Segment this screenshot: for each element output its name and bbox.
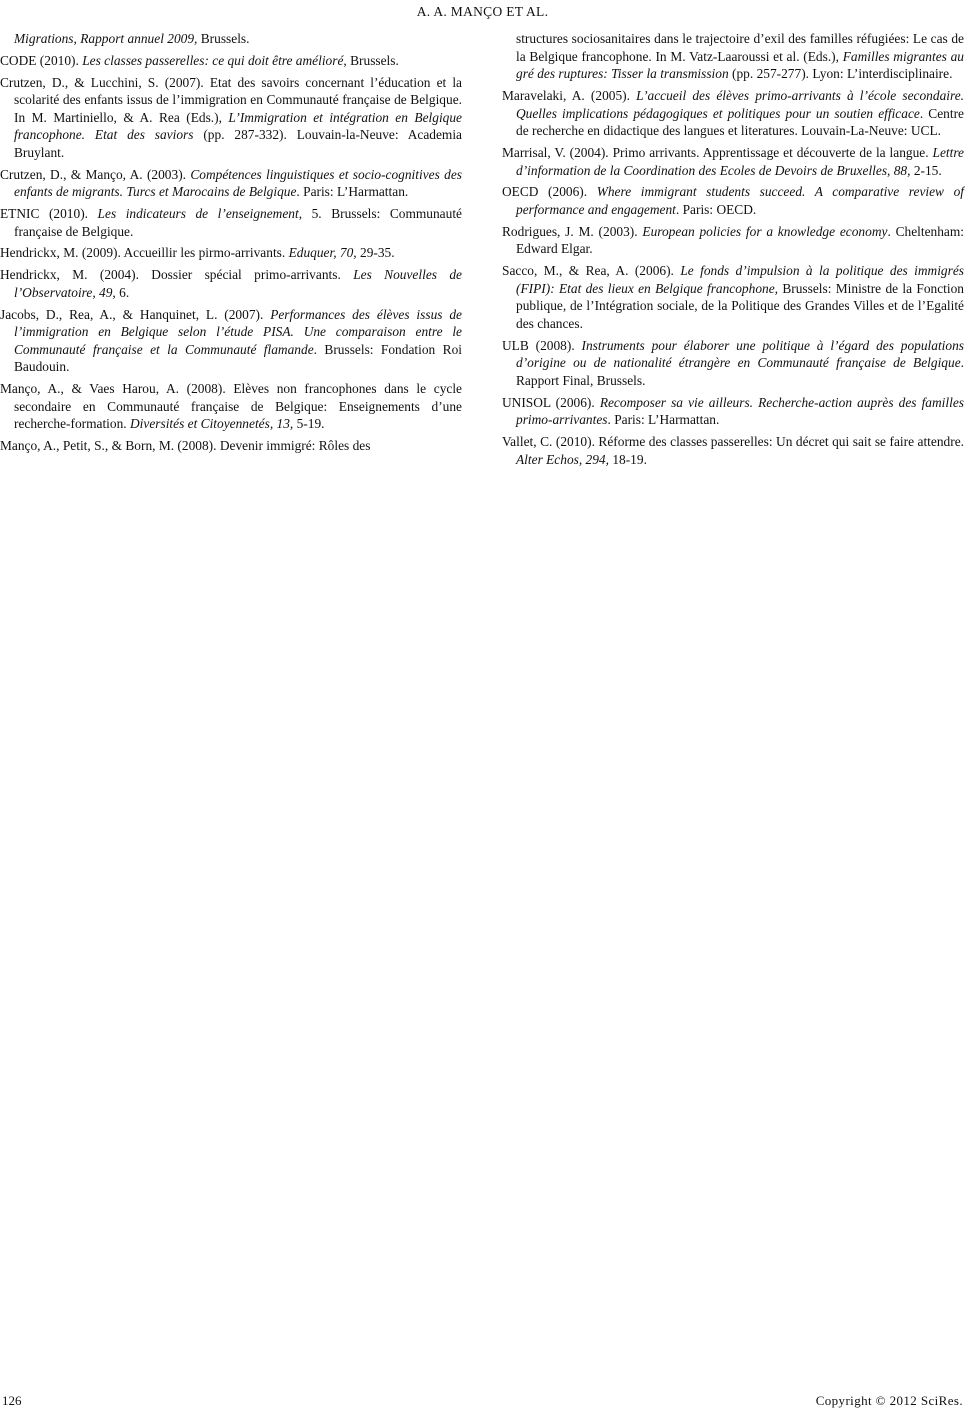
reference-entry — [0, 266, 462, 301]
reference-text: Crutzen, D., & Manço, A. (2003). — [0, 166, 191, 182]
reference-entry — [502, 87, 964, 140]
running-header: A. A. MANÇO ET AL. — [416, 4, 549, 19]
reference-entry — [0, 437, 462, 455]
reference-text: (pp. 287-332). Louvain-la-Neuve: Academia Bruylant. — [14, 127, 462, 160]
reference-entry — [0, 205, 462, 240]
reference-text: 6. — [115, 284, 130, 300]
reference-title-italic: Familles migrantes au gré des ruptures: Tisser la transmission — [516, 48, 964, 82]
reference-title-italic: Alter Echos, 294, — [516, 451, 609, 467]
reference-text: . Paris: L’Harmattan. — [296, 184, 409, 200]
reference-text: . Cheltenham: Edward Elgar. — [516, 223, 964, 257]
reference-title-italic: Diversités et Citoyennetés, 13, — [130, 416, 294, 432]
reference-title-italic: Performances des élèves issus de l’immigration en Belgique selon l’étude PISA. Une comparaison entre le Communauté française et la Communauté flamande — [14, 306, 462, 357]
reference-text: OECD (2006). — [502, 184, 597, 200]
references-left-column — [0, 30, 462, 459]
reference-text: Hendrickx, M. (2004). Dossier spécial primo-arrivants. — [0, 267, 354, 283]
reference-title-italic: Eduquer, 70, — [288, 245, 357, 261]
reference-text: Hendrickx, M. (2009). Accueillir les pirmo-arrivants. — [0, 245, 289, 261]
reference-text: Manço, A., Petit, S., & Born, M. (2008). Devenir immigré: Rôles des — [0, 438, 371, 454]
reference-text: . Rapport Final, Brussels. — [516, 355, 964, 388]
reference-title-italic: Les Nouvelles de l’Observatoire, 49, — [14, 267, 462, 300]
reference-entry — [502, 433, 964, 468]
reference-text: structures sociosanitaires dans le trajectoire d’exil des familles réfugiées: Le cas de la Belgique francophone. In M. Vatz-Laaroussi et al. (Eds.), — [516, 31, 964, 64]
reference-text: . Paris: OECD. — [675, 201, 757, 217]
reference-text: 18-19. — [608, 451, 647, 467]
reference-text: (pp. 257-277). Lyon: L’interdisciplinaire. — [728, 66, 953, 82]
reference-title-italic: Recomposer sa vie ailleurs. Recherche-action auprès des familles primo-arrivantes — [516, 394, 964, 428]
reference-text: Rodrigues, J. M. (2003). — [502, 223, 643, 239]
reference-title-italic: Compétences linguistiques et socio-cognitives des enfants de migrants. Turcs et Marocains de Belgique — [14, 166, 462, 200]
reference-entry — [0, 244, 462, 262]
reference-entry — [0, 30, 462, 48]
reference-text: , — [73, 31, 81, 46]
reference-text: Jacobs, D., Rea, A., & Hanquinet, L. (2007). — [0, 306, 271, 322]
reference-text: Brussels. — [197, 31, 250, 46]
reference-entry — [502, 262, 964, 332]
reference-title-italic: Migrations — [14, 31, 74, 46]
reference-entry — [0, 166, 462, 201]
reference-entry — [0, 74, 462, 162]
reference-text: 2-15. — [910, 162, 942, 178]
reference-title-italic: Instruments pour élaborer une politique à l’égard des populations d’origine ou de nationalité étrangère en Communauté française de Belgique — [516, 337, 965, 371]
reference-text: , Brussels. — [343, 52, 399, 68]
reference-title-italic: Lettre d’information de la Coordination des Ecoles de Devoirs de Bruxelles, 88, — [516, 144, 964, 178]
reference-entry — [502, 394, 964, 429]
reference-title-italic: Les classes passerelles: ce qui doit être amélioré — [82, 52, 344, 68]
reference-title-italic: Where immigrant students succeed. A comparative review of performance and engagement — [516, 184, 964, 217]
reference-text: Sacco, M., & Rea, A. (2006). — [502, 263, 681, 279]
reference-text: . Centre de recherche en didactique des langues et literatures. Louvain-La-Neuve: UCL. — [516, 105, 964, 139]
reference-text: . Brussels: Fondation Roi Baudouin. — [14, 341, 462, 375]
reference-text: Brussels: Ministre de la Fonction publique, de l’Intégration sociale, de la Politique des Grandes Villes et de l’Egalité des chances. — [516, 280, 964, 331]
reference-text: Marrisal, V. (2004). Primo arrivants. Apprentissage et découverte de la langue. — [502, 144, 933, 160]
reference-entry — [0, 380, 462, 433]
reference-text: Manço, A., & Vaes Harou, A. (2008). Elèves non francophones dans le cycle secondaire en Communauté française de Belgique: Enseignements d’une recherche-formation. — [0, 381, 462, 432]
reference-text: , 5. Brussels: Communauté française de Belgique. — [14, 206, 462, 239]
reference-entry — [0, 306, 462, 376]
reference-text: . Paris: L’Harmattan. — [607, 412, 720, 428]
reference-text: 5-19. — [293, 416, 325, 432]
reference-entry — [502, 30, 964, 83]
reference-title-italic: L’accueil des élèves primo-arrivants à l’école secondaire. Quelles implications pédagogiques et politiques pour un soutien efficace — [516, 87, 964, 121]
reference-entry — [502, 183, 964, 218]
reference-title-italic: European policies for a knowledge economy — [642, 223, 888, 239]
reference-text: ULB (2008). — [502, 337, 582, 353]
reference-text: 29-35. — [356, 245, 395, 261]
references-right-column — [502, 30, 964, 472]
reference-entry — [502, 337, 964, 390]
reference-title-italic: L’Immigration et intégration en Belgique francophone. Etat des saviors — [14, 109, 462, 143]
reference-text: ETNIC (2010). — [0, 206, 98, 222]
copyright-notice: Copyright © 2012 SciRes. — [815, 1393, 963, 1408]
reference-entry — [502, 223, 964, 258]
reference-title-italic: Les indicateurs de l’enseignement — [97, 206, 299, 222]
reference-title-italic: Rapport annuel 2009, — [80, 31, 198, 46]
reference-text: Maravelaki, A. (2005). — [502, 87, 637, 103]
reference-text: Vallet, C. (2010). Réforme des classes passerelles: Un décret qui sait se faire attendre. — [502, 433, 964, 449]
page-number: 126 — [2, 1393, 22, 1408]
reference-entry — [502, 144, 964, 179]
reference-text: CODE (2010). — [0, 52, 83, 68]
reference-text: UNISOL (2006). — [502, 394, 600, 410]
reference-text: Crutzen, D., & Lucchini, S. (2007). Etat des savoirs concernant l’éducation et la scolarité des enfants issus de l’immigration en Communauté française de Belgique. In M. Martiniello, & A. Rea (Eds.), — [0, 74, 462, 125]
reference-entry — [0, 52, 462, 70]
reference-title-italic: Le fonds d’impulsion à la politique des immigrés (FIPI): Etat des lieux en Belgique francophone, — [516, 263, 964, 296]
